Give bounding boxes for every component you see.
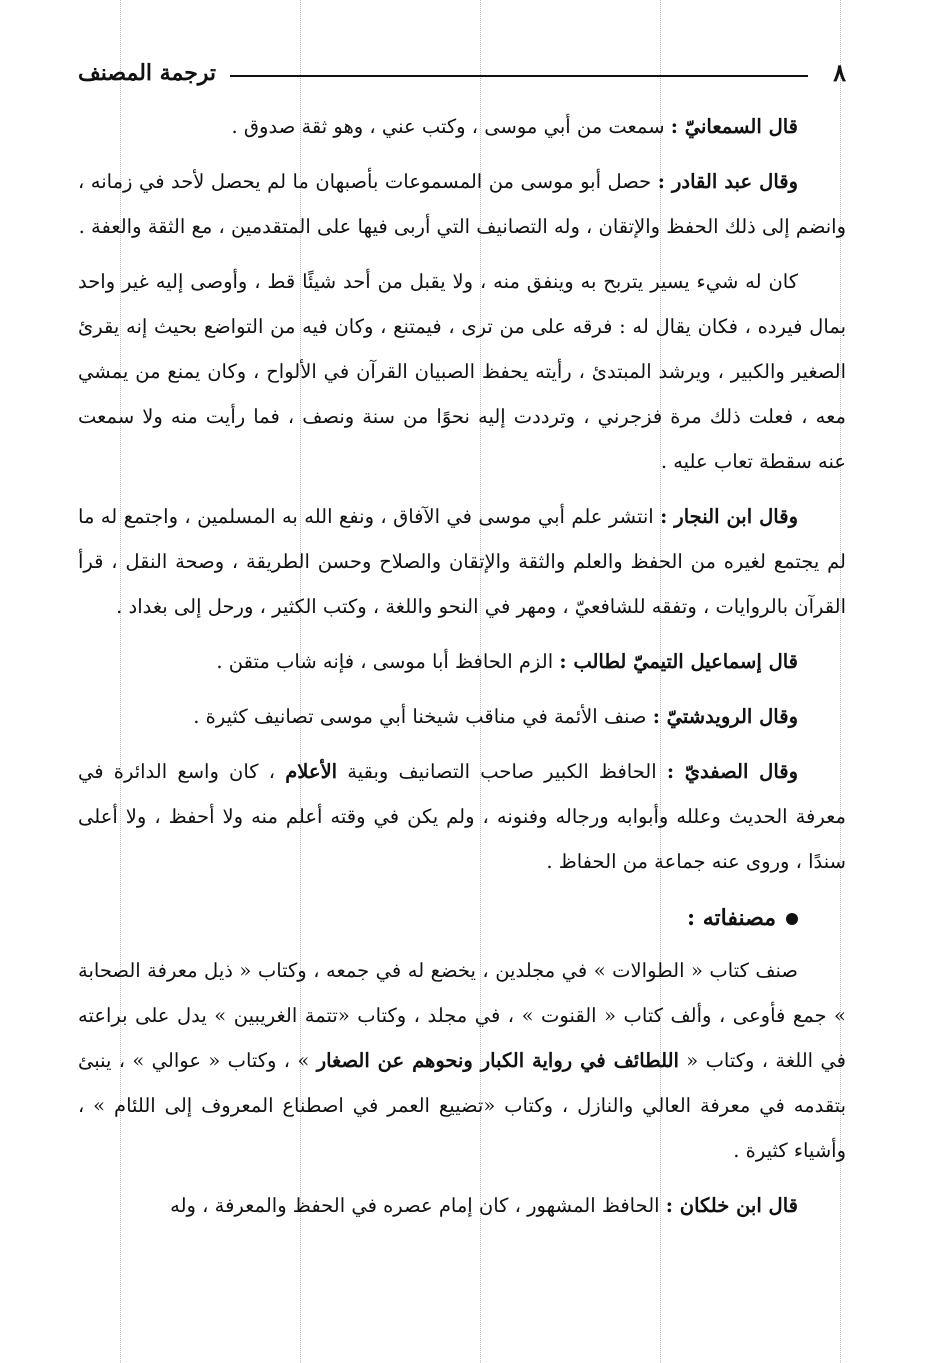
paragraph-works	[78, 948, 846, 1173]
running-title: ترجمة المصنف	[78, 60, 217, 86]
header-rule	[230, 75, 808, 77]
section-heading-text: مصنفاته :	[686, 905, 776, 931]
page-number: ٨	[833, 58, 846, 87]
paragraph-text: كان له شيء يسير يتربح به وينفق منه ، ولا يقبل من أحد شيئًا قط ، وأوصى إليه غير واحد بمال فيرده ، فكان يقال له : فرقه على من ترى ، فيمتنع ، وكان فيه من التواضع بحيث إنه يقرئ الصغير والكبير ، ويرشد المبتدئ ، رأيته يحفظ الصبيان القرآن في الألواح ، وكان يمنع من يمشي معه ، فعلت ذلك مرة فزجرني ، وترددت إليه نحوًا من سنة ونصف ، فما رأيت منه ولا سمعت عنه سقطة تعاب عليه .	[78, 270, 846, 473]
paragraph-text: الحافظ المشهور ، كان إمام عصره في الحفظ والمعرفة ، وله	[170, 1194, 666, 1217]
section-heading	[78, 894, 846, 942]
speaker-name: وقال الصفديّ :	[666, 760, 799, 783]
speaker-name: قال إسماعيل التيميّ لطالب :	[559, 650, 798, 673]
speaker-name: وقال ابن النجار :	[660, 505, 798, 528]
book-title: اللطائف في رواية الكبار ونحوهم عن الصغار	[316, 1049, 679, 1072]
paragraph-character	[78, 259, 846, 484]
paragraph-ruwaydashti	[78, 694, 846, 739]
paragraph-text: » ، وكتاب « عوالي » ، ينبئ بتقدمه في معرفة العالي والنازل ، وكتاب «تضييع العمر في اصطناع المعروف إلى اللئام » ، وأشياء كثيرة .	[78, 1049, 846, 1162]
paragraph-abdulqadir	[78, 159, 846, 249]
speaker-name: قال ابن خلكان :	[665, 1194, 798, 1217]
speaker-name: وقال عبد القادر :	[657, 170, 798, 193]
speaker-name: وقال الرويدشتيّ :	[652, 705, 798, 728]
paragraph-text: انتشر علم أبي موسى في الآفاق ، ونفع الله به المسلمين ، واجتمع له ما لم يجتمع لغيره من الحفظ والعلم والثقة والإتقان والصلاح وحسن الطريقة ، وصحة النقل ، قرأ القرآن بالروايات ، وتفقه للشافعيّ ، ومهر في النحو واللغة ، وكتب الكثير ، ورحل إلى بغداد .	[78, 505, 846, 618]
paragraph-text: الزم الحافظ أبا موسى ، فإنه شاب متقن .	[216, 650, 560, 673]
emphasized-word: الأعلام	[285, 760, 338, 783]
speaker-name: قال السمعانيّ :	[670, 115, 798, 138]
paragraph-text: صنف كتاب « الطوالات » في مجلدين ، يخضع له في جمعه ، وكتاب « ذيل معرفة الصحابة » جمع فأوعى ، وألف كتاب « القنوت » ، في مجلد ، وكتاب «تتمة الغريبين » يدل على براعته في اللغة ، وكتاب «	[78, 959, 846, 1072]
page-body	[78, 104, 846, 1238]
bullet-icon	[786, 913, 798, 925]
paragraph-text: سمعت من أبي موسى ، وكتب عني ، وهو ثقة صدوق .	[231, 115, 671, 138]
paragraph-safadi	[78, 749, 846, 884]
page-header	[78, 58, 846, 92]
paragraph-ibn-khallikan	[78, 1183, 846, 1228]
paragraph-text: حصل أبو موسى من المسموعات بأصبهان ما لم يحصل لأحد في زمانه ، وانضم إلى ذلك الحفظ والإتقان ، وله التصانيف التي أربى فيها على المتقدمين ، مع الثقة والعفة .	[78, 170, 846, 238]
paragraph-samani	[78, 104, 846, 149]
paragraph-text: صنف الأئمة في مناقب شيخنا أبي موسى تصانيف كثيرة .	[193, 705, 653, 728]
paragraph-text: ، كان واسع الدائرة في معرفة الحديث وعلله وأبوابه ورجاله وفنونه ، ولم يكن في وقته أعلم منه ولا أحفظ ، ولا أعلى سندًا ، وروى عنه جماعة من الحفاظ .	[78, 760, 846, 873]
paragraph-text: الحافظ الكبير صاحب التصانيف وبقية	[337, 760, 667, 783]
paragraph-taymi	[78, 639, 846, 684]
paragraph-ibn-najjar	[78, 494, 846, 629]
